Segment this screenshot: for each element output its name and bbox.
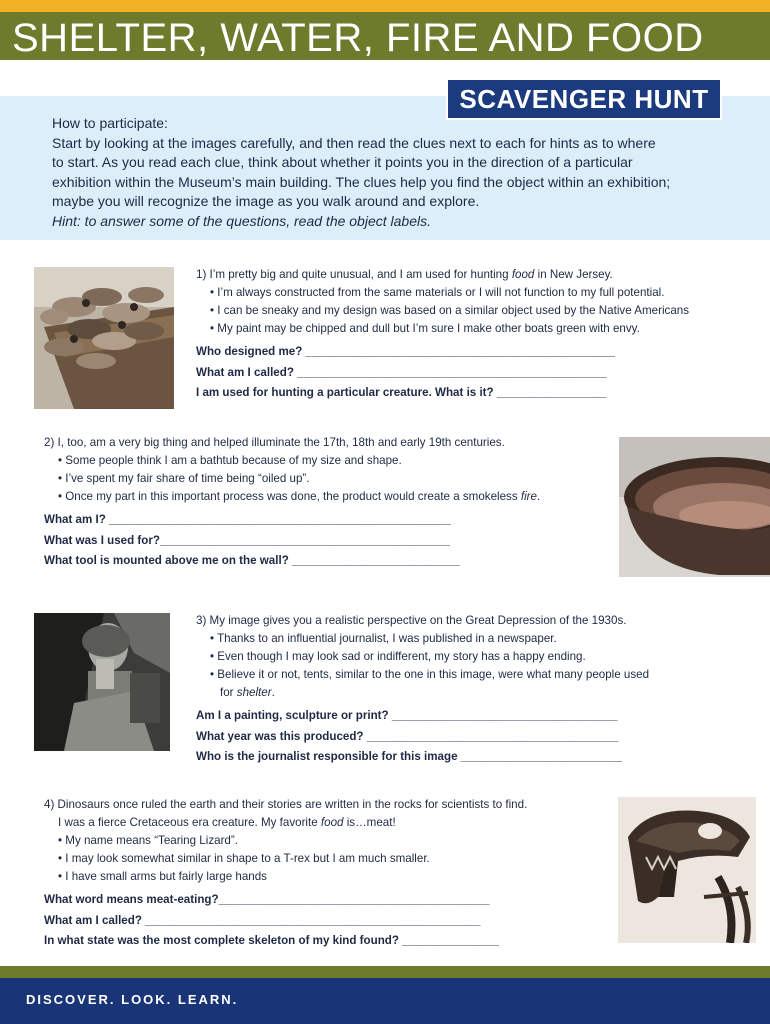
intro-text xyxy=(52,114,742,231)
intro-line: Start by looking at the images carefully, and then read the clues next to each for hints as to where xyxy=(52,134,656,151)
clue-4-bullet: • I may look somewhat similar in shape to a T-rex but I am much smaller. xyxy=(58,852,430,865)
clue-3 xyxy=(196,612,649,768)
scavenger-hunt-badge: SCAVENGER HUNT xyxy=(446,78,722,120)
clue-4-intro-text: I was a fierce Cretaceous era creature. My favorite xyxy=(58,816,321,829)
clue-3-cont-text: for xyxy=(220,686,237,699)
clue-2 xyxy=(44,434,540,572)
clue-3-cont-text: . xyxy=(271,686,275,699)
clue-3-bullet: • Even though I may look sad or indifferent, my story has a happy ending. xyxy=(210,650,586,663)
clue-3-question: Who is the journalist responsible for this image _________________________ xyxy=(196,750,622,763)
try-pot-photo xyxy=(619,437,770,577)
clue-3-emphasis: shelter xyxy=(236,686,272,699)
clue-1-intro-text: in New Jersey. xyxy=(534,268,613,281)
intro-line: exhibition within the Museum’s main building. The clues help you find the object within an exhibition; xyxy=(52,173,671,190)
clue-3-bullet: • Thanks to an influential journalist, I was published in a newspaper. xyxy=(210,632,557,645)
header-banner xyxy=(0,12,770,60)
clue-4-intro: 4) Dinosaurs once ruled the earth and their stories are written in the rocks for scientists to find. xyxy=(44,798,528,811)
clue-1-bullet: • My paint may be chipped and dull but I’m sure I make other boats green with envy. xyxy=(210,322,640,335)
clue-2-bullet xyxy=(44,488,540,506)
clue-3-question: What year was this produced? _______________________________________ xyxy=(196,729,619,743)
clue-2-question: What am I? _____________________________________________________ xyxy=(44,513,451,526)
clue-2-bullet-text: . xyxy=(536,490,541,503)
clue-4-intro-2 xyxy=(44,814,527,832)
clue-1-question: I am used for hunting a particular creature. What is it? _________________ xyxy=(196,386,607,399)
intro-line: maybe you will recognize the image as you walk around and explore. xyxy=(52,193,480,209)
footer-tagline: DISCOVER. LOOK. LEARN. xyxy=(26,992,239,1007)
clue-3-question: Am I a painting, sculpture or print? ___________________________________ xyxy=(196,709,618,722)
clue-2-question: What tool is mounted above me on the wall? __________________________ xyxy=(44,554,460,567)
intro-hint: Hint: to answer some of the questions, read the object labels. xyxy=(52,212,431,229)
clue-4-bullet: • My name means “Tearing Lizard”. xyxy=(58,834,238,847)
clue-3-bullet: • Believe it or not, tents, similar to the one in this image, were what many people used xyxy=(210,668,650,681)
clue-2-bullet: • I’ve spent my fair share of time being “oiled up”. xyxy=(58,472,310,485)
clue-2-intro: 2) I, too, am a very big thing and helped illuminate the 17th, 18th and early 19th centuries. xyxy=(44,436,505,449)
clue-2-emphasis: fire xyxy=(520,490,537,503)
clue-4-question: What am I called? ____________________________________________________ xyxy=(44,913,481,927)
clue-2-question: What was I used for?_____________________________________________ xyxy=(44,533,451,547)
clue-2-bullet: • Some people think I am a bathtub because of my size and shape. xyxy=(58,454,402,467)
clue-2-bullet-text: • Once my part in this important process was done, the product would create a smokeless xyxy=(58,490,521,503)
clue-1-intro xyxy=(196,266,689,284)
clue-4-bullet: • I have small arms but fairly large hands xyxy=(58,870,267,883)
decoy-ducks-photo xyxy=(34,267,174,409)
clue-1-bullet: • I’m always constructed from the same materials or I will not function to my full potential. xyxy=(210,286,665,299)
clue-4-intro-text: is…meat! xyxy=(343,816,396,829)
clue-4-emphasis: food xyxy=(320,816,344,829)
clue-3-bullet-cont xyxy=(196,684,649,702)
intro-heading: How to participate: xyxy=(52,115,168,131)
clue-1 xyxy=(196,266,689,404)
clue-4 xyxy=(44,796,527,952)
top-accent-stripe xyxy=(0,0,770,12)
footer-bar xyxy=(0,978,770,1024)
clue-1-emphasis: food xyxy=(511,268,535,281)
clue-3-intro: 3) My image gives you a realistic perspective on the Great Depression of the 1930s. xyxy=(196,614,627,627)
clue-4-question: In what state was the most complete skeleton of my kind found? _______________ xyxy=(44,934,499,947)
clue-1-question: What am I called? ________________________________________________ xyxy=(196,365,607,379)
intro-line: to start. As you read each clue, think about whether it points you in the direction of a particular xyxy=(52,154,633,170)
clue-1-intro-text: 1) I’m pretty big and quite unusual, and I am used for hunting xyxy=(196,268,512,281)
dinosaur-skull-photo xyxy=(618,797,756,943)
clue-1-bullet: • I can be sneaky and my design was based on a similar object used by the Native Americans xyxy=(210,304,690,317)
clue-1-question: Who designed me? ________________________________________________ xyxy=(196,345,615,358)
depression-era-photo xyxy=(34,613,170,751)
clue-4-question: What word means meat-eating?__________________________________________ xyxy=(44,893,490,906)
page-title: SHELTER, WATER, FIRE AND FOOD xyxy=(12,16,704,60)
footer-accent-stripe xyxy=(0,966,770,978)
